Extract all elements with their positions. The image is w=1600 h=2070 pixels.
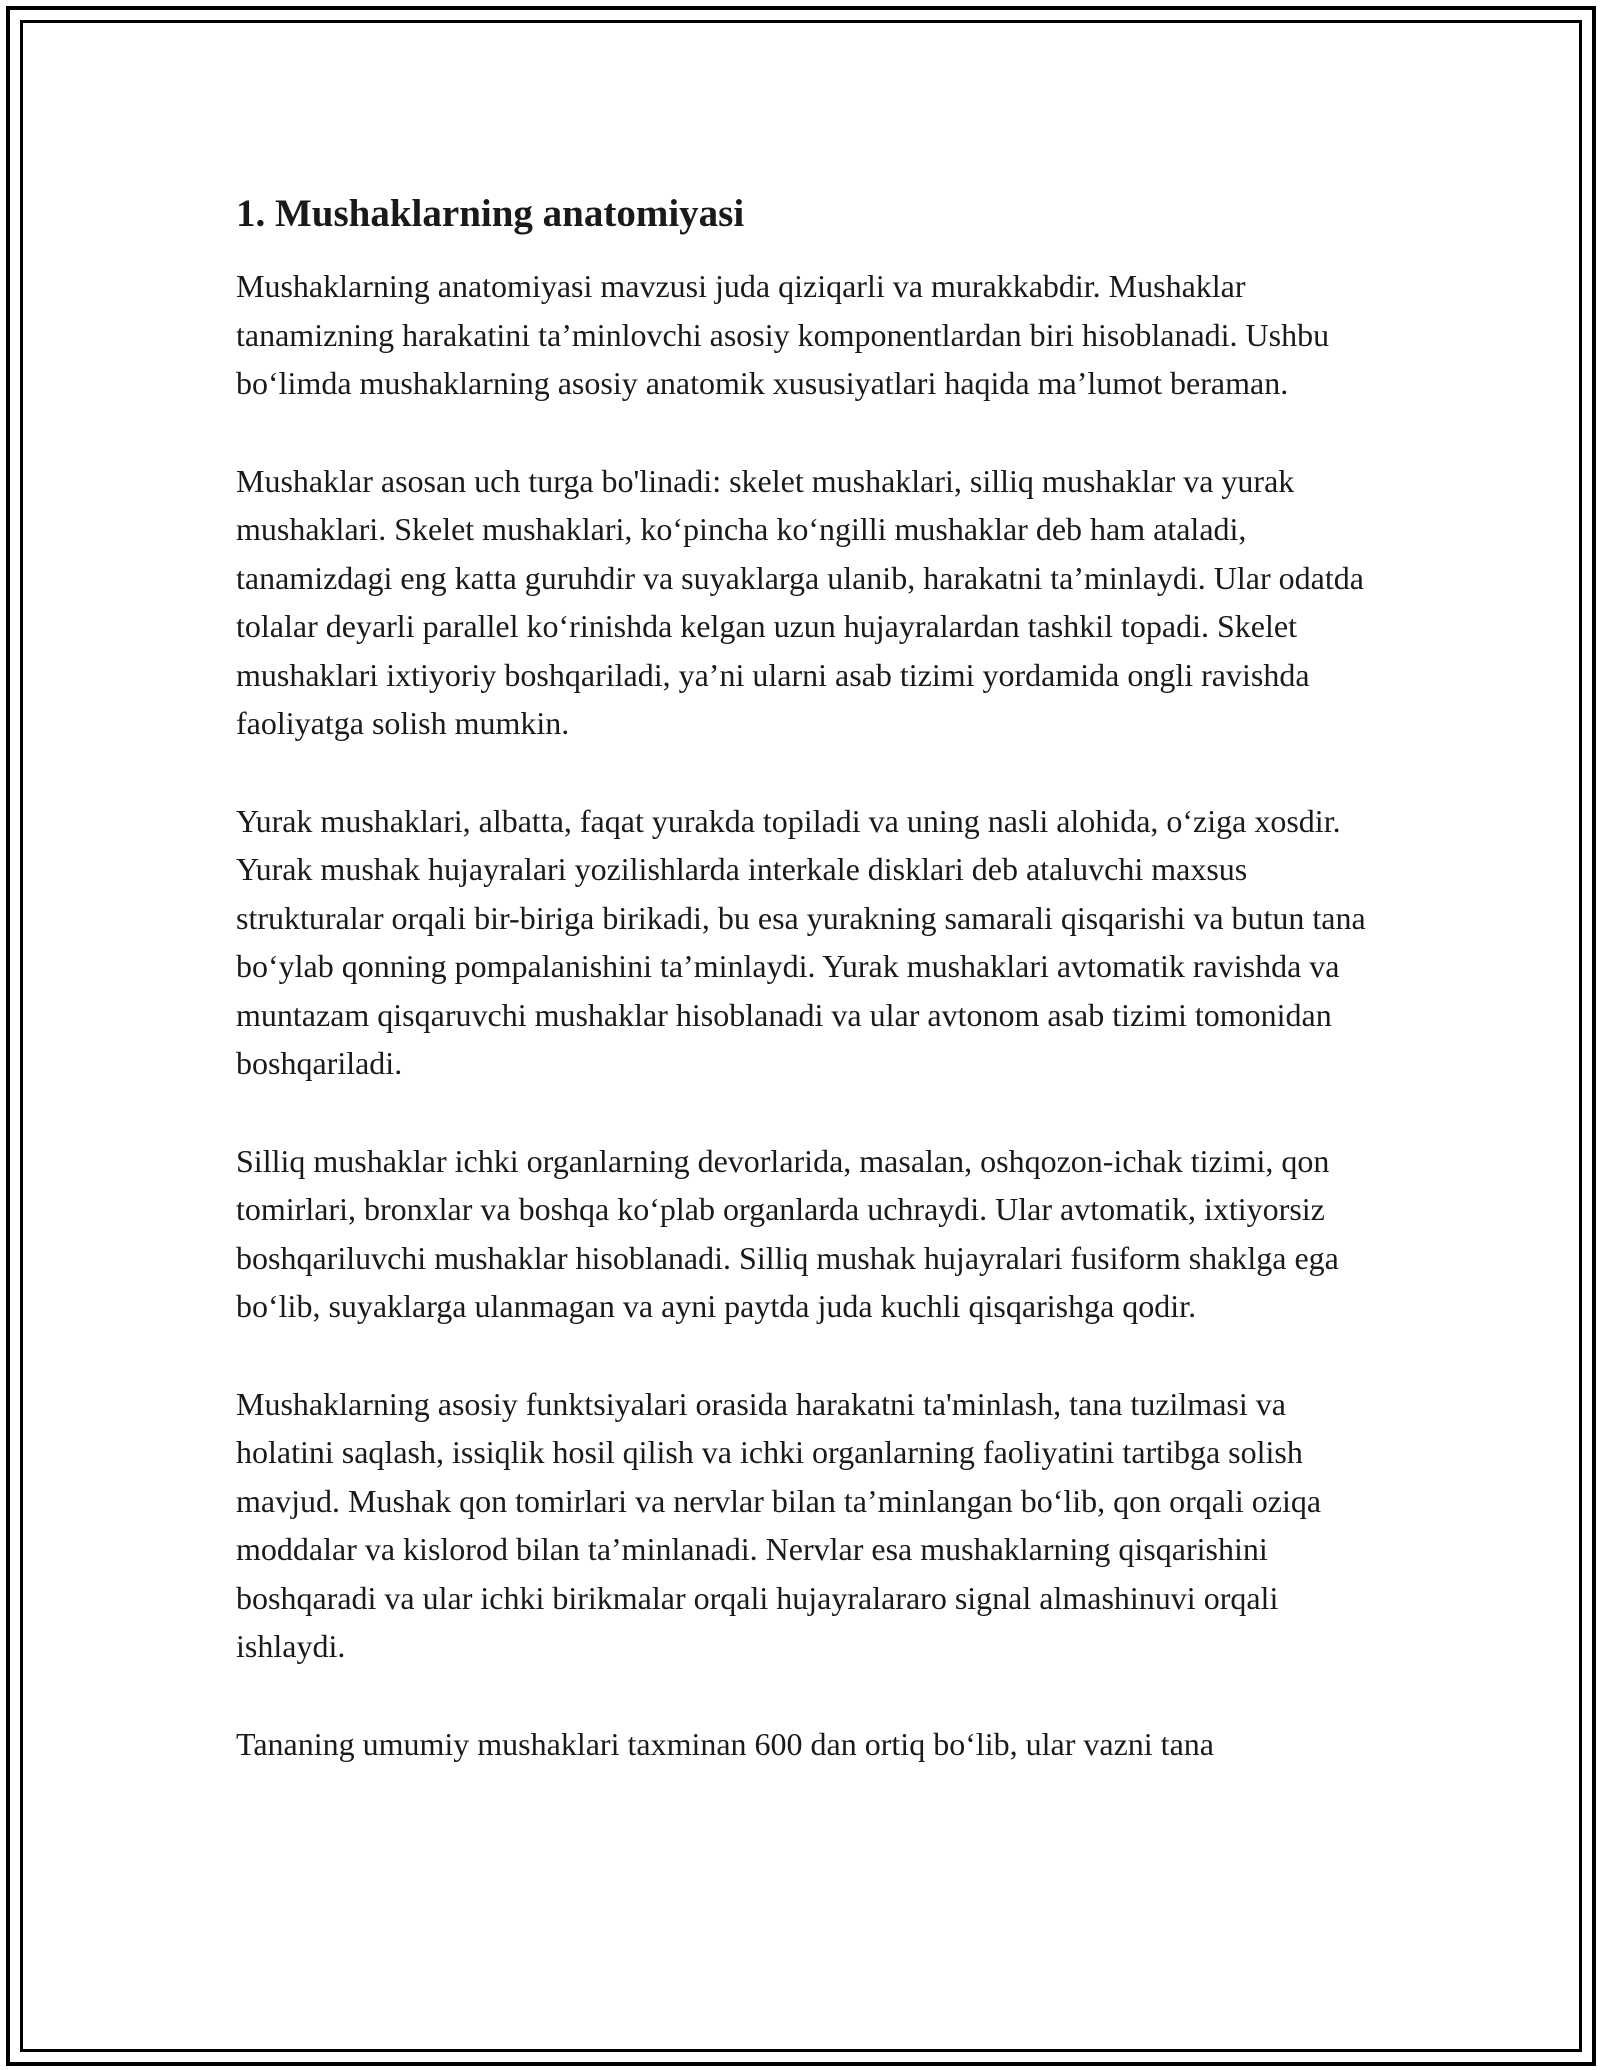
document-body bbox=[236, 188, 1376, 1817]
paragraph-skeletal-muscles: Mushaklar asosan uch turga bo'linadi: skelet mushaklari, silliq mushaklar va yurak mushaklari. Skelet mushaklari, ko‘pincha ko‘ngilli mushaklar deb ham ataladi, tanamizdagi eng katta guruhdir va suyaklarga ulanib, harakatni ta’minlaydi. Ular odatda tolalar deyarli parallel ko‘rinishda kelgan uzun hujayralardan tashkil topadi. Skelet mushaklari ixtiyoriy boshqariladi, ya’ni ularni asab tizimi yordamida ongli ravishda faoliyatga solish mumkin. bbox=[236, 462, 1364, 741]
paragraph-intro: Mushaklarning anatomiyasi mavzusi juda qiziqarli va murakkabdir. Mushaklar tanamizning harakatini ta’minlovchi asosiy komponentlardan biri hisoblanadi. Ushbu bo‘limda mushaklarning asosiy anatomik xususiyatlari haqida ma’lumot beraman. bbox=[236, 268, 1330, 401]
paragraph-muscle-count: Tananing umumiy mushaklari taxminan 600 dan ortiq bo‘lib, ular vazni tana bbox=[236, 1725, 1214, 1762]
section-heading: 1. Mushaklarning anatomiyasi bbox=[236, 192, 745, 235]
paragraph-cardiac-muscles: Yurak mushaklari, albatta, faqat yurakda topiladi va uning nasli alohida, o‘ziga xosdir. Yurak mushak hujayralari yozilishlarda interkale disklari deb ataluvchi maxsus strukturalar orqali bir-biriga birikadi, bu esa yurakning samarali qisqarishi va butun tana bo‘ylab qonning pompalanishini ta’minlaydi. Yurak mushaklari avtomatik ravishda va muntazam qisqaruvchi mushaklar hisoblanadi va ular avtonom asab tizimi tomonidan boshqariladi. bbox=[236, 802, 1366, 1081]
paragraph-muscle-functions: Mushaklarning asosiy funktsiyalari orasida harakatni ta'minlash, tana tuzilmasi va holatini saqlash, issiqlik hosil qilish va ichki organlarning faoliyatini tartibga solish mavjud. Mushak qon tomirlari va nervlar bilan ta’minlangan bo‘lib, qon orqali oziqa moddalar va kislorod bilan ta’minlanadi. Nervlar esa mushaklarning qisqarishini boshqaradi va ular ichki birikmalar orqali hujayralararo signal almashinuvi orqali ishlaydi. bbox=[236, 1385, 1322, 1664]
paragraph-smooth-muscles: Silliq mushaklar ichki organlarning devorlarida, masalan, oshqozon-ichak tizimi, qon tomirlari, bronxlar va boshqa ko‘plab organlarda uchraydi. Ular avtomatik, ixtiyorsiz boshqariluvchi mushaklar hisoblanadi. Silliq mushak hujayralari fusiform shaklga ega bo‘lib, suyaklarga ulanmagan va ayni paytda juda kuchli qisqarishga qodir. bbox=[236, 1142, 1339, 1324]
